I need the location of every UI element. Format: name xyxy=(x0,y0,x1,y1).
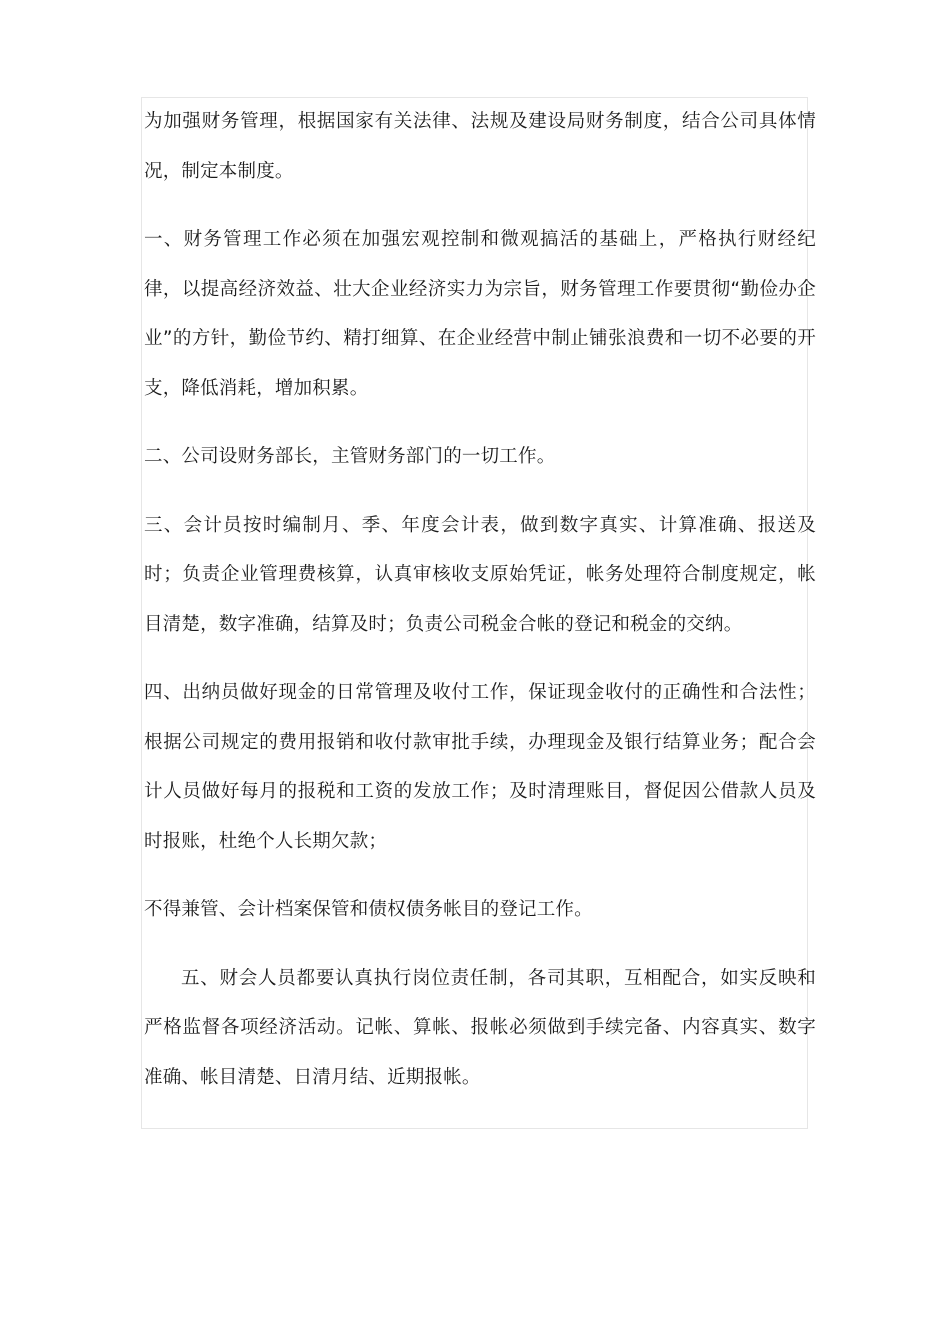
paragraph-section-2: 二、公司设财务部长，主管财务部门的一切工作。 xyxy=(144,446,556,467)
paragraph-section-3: 三、会计员按时编制月、季、年度会计表，做到数字真实、计算准确、报送及时；负责企业管理费核算，认真审核收支原始凭证，帐务处理符合制度规定，帐目清楚，数字准确，结算及时；负责公司税金合帐的登记和税金的交纳。 xyxy=(144,514,816,635)
paragraph-section-4: 四、出纳员做好现金的日常管理及收付工作，保证现金收付的正确性和合法性；根据公司规定的费用报销和收付款审批手续，办理现金及银行结算业务；配合会计人员做好每月的报税和工资的发放工作；及时清理账目，督促因公借款人员及时报账，杜绝个人长期欠款； xyxy=(144,682,816,852)
paragraph-intro: 为加强财务管理，根据国家有关法律、法规及建设局财务制度，结合公司具体情况，制定本制度。 xyxy=(144,111,816,182)
paragraph-section-1: 一、财务管理工作必须在加强宏观控制和微观搞活的基础上，严格执行财经纪律，以提高经济效益、壮大企业经济实力为宗旨，财务管理工作要贯彻“勤俭办企业”的方针，勤俭节约、精打细算、在企业经营中制止铺张浪费和一切不必要的开支，降低消耗，增加积累。 xyxy=(144,229,816,399)
document-body xyxy=(144,97,816,1102)
paragraph-section-4-continued: 不得兼管、会计档案保管和债权债务帐目的登记工作。 xyxy=(144,899,593,920)
paragraph-section-5: 五、财会人员都要认真执行岗位责任制，各司其职，互相配合，如实反映和严格监督各项经济活动。记帐、算帐、报帐必须做到手续完备、内容真实、数字准确、帐目清楚、日清月结、近期报帐。 xyxy=(144,967,816,1088)
